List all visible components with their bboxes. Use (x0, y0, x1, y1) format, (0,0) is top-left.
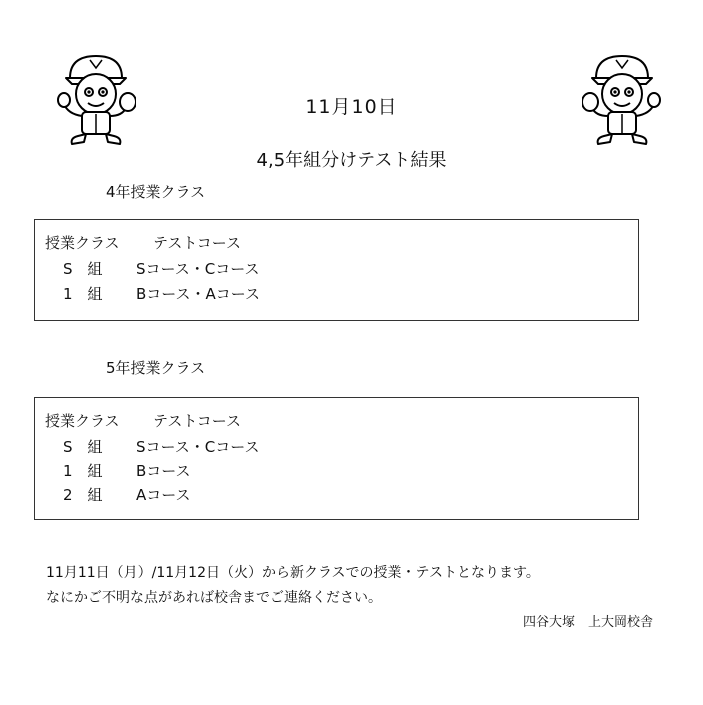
notice-line: 11月11日（月）/11月12日（火）から新クラスでの授業・テストとなります。 (46, 565, 540, 581)
column-header-course: テストコース (153, 234, 242, 252)
column-header-class: 授業クラス (45, 234, 120, 252)
course-cell: Sコース・Cコース (136, 260, 260, 278)
course-cell: Aコース (136, 486, 191, 504)
group-cell: S 組 (63, 438, 103, 456)
table-row (63, 460, 191, 481)
class-table-grade4 (34, 219, 639, 321)
course-cell: Sコース・Cコース (136, 438, 260, 456)
school-name: 四谷大塚 上大岡校舎 (522, 615, 653, 630)
group-cell: 1 組 (63, 285, 103, 303)
table-row (63, 436, 260, 457)
group-cell: 1 組 (63, 462, 103, 480)
table-row (63, 484, 191, 505)
table-row (63, 283, 260, 304)
course-cell: Bコース・Aコース (136, 285, 261, 303)
section-label-grade5: 5年授業クラス (106, 359, 206, 377)
table-row (63, 258, 260, 279)
notice-line: なにかご不明な点があれば校舎までご連絡ください。 (46, 590, 382, 606)
column-header-class: 授業クラス (45, 412, 120, 430)
course-cell: Bコース (136, 462, 191, 480)
column-header-course: テストコース (153, 412, 242, 430)
section-label-grade4: 4年授業クラス (106, 183, 206, 201)
class-table-grade5 (34, 397, 639, 520)
page-title: 4,5年組分けテスト結果 (256, 150, 447, 171)
table-header (45, 410, 242, 431)
group-cell: S 組 (63, 260, 103, 278)
group-cell: 2 組 (63, 486, 103, 504)
page-date: 11月10日 (305, 96, 398, 118)
table-header (45, 232, 242, 253)
